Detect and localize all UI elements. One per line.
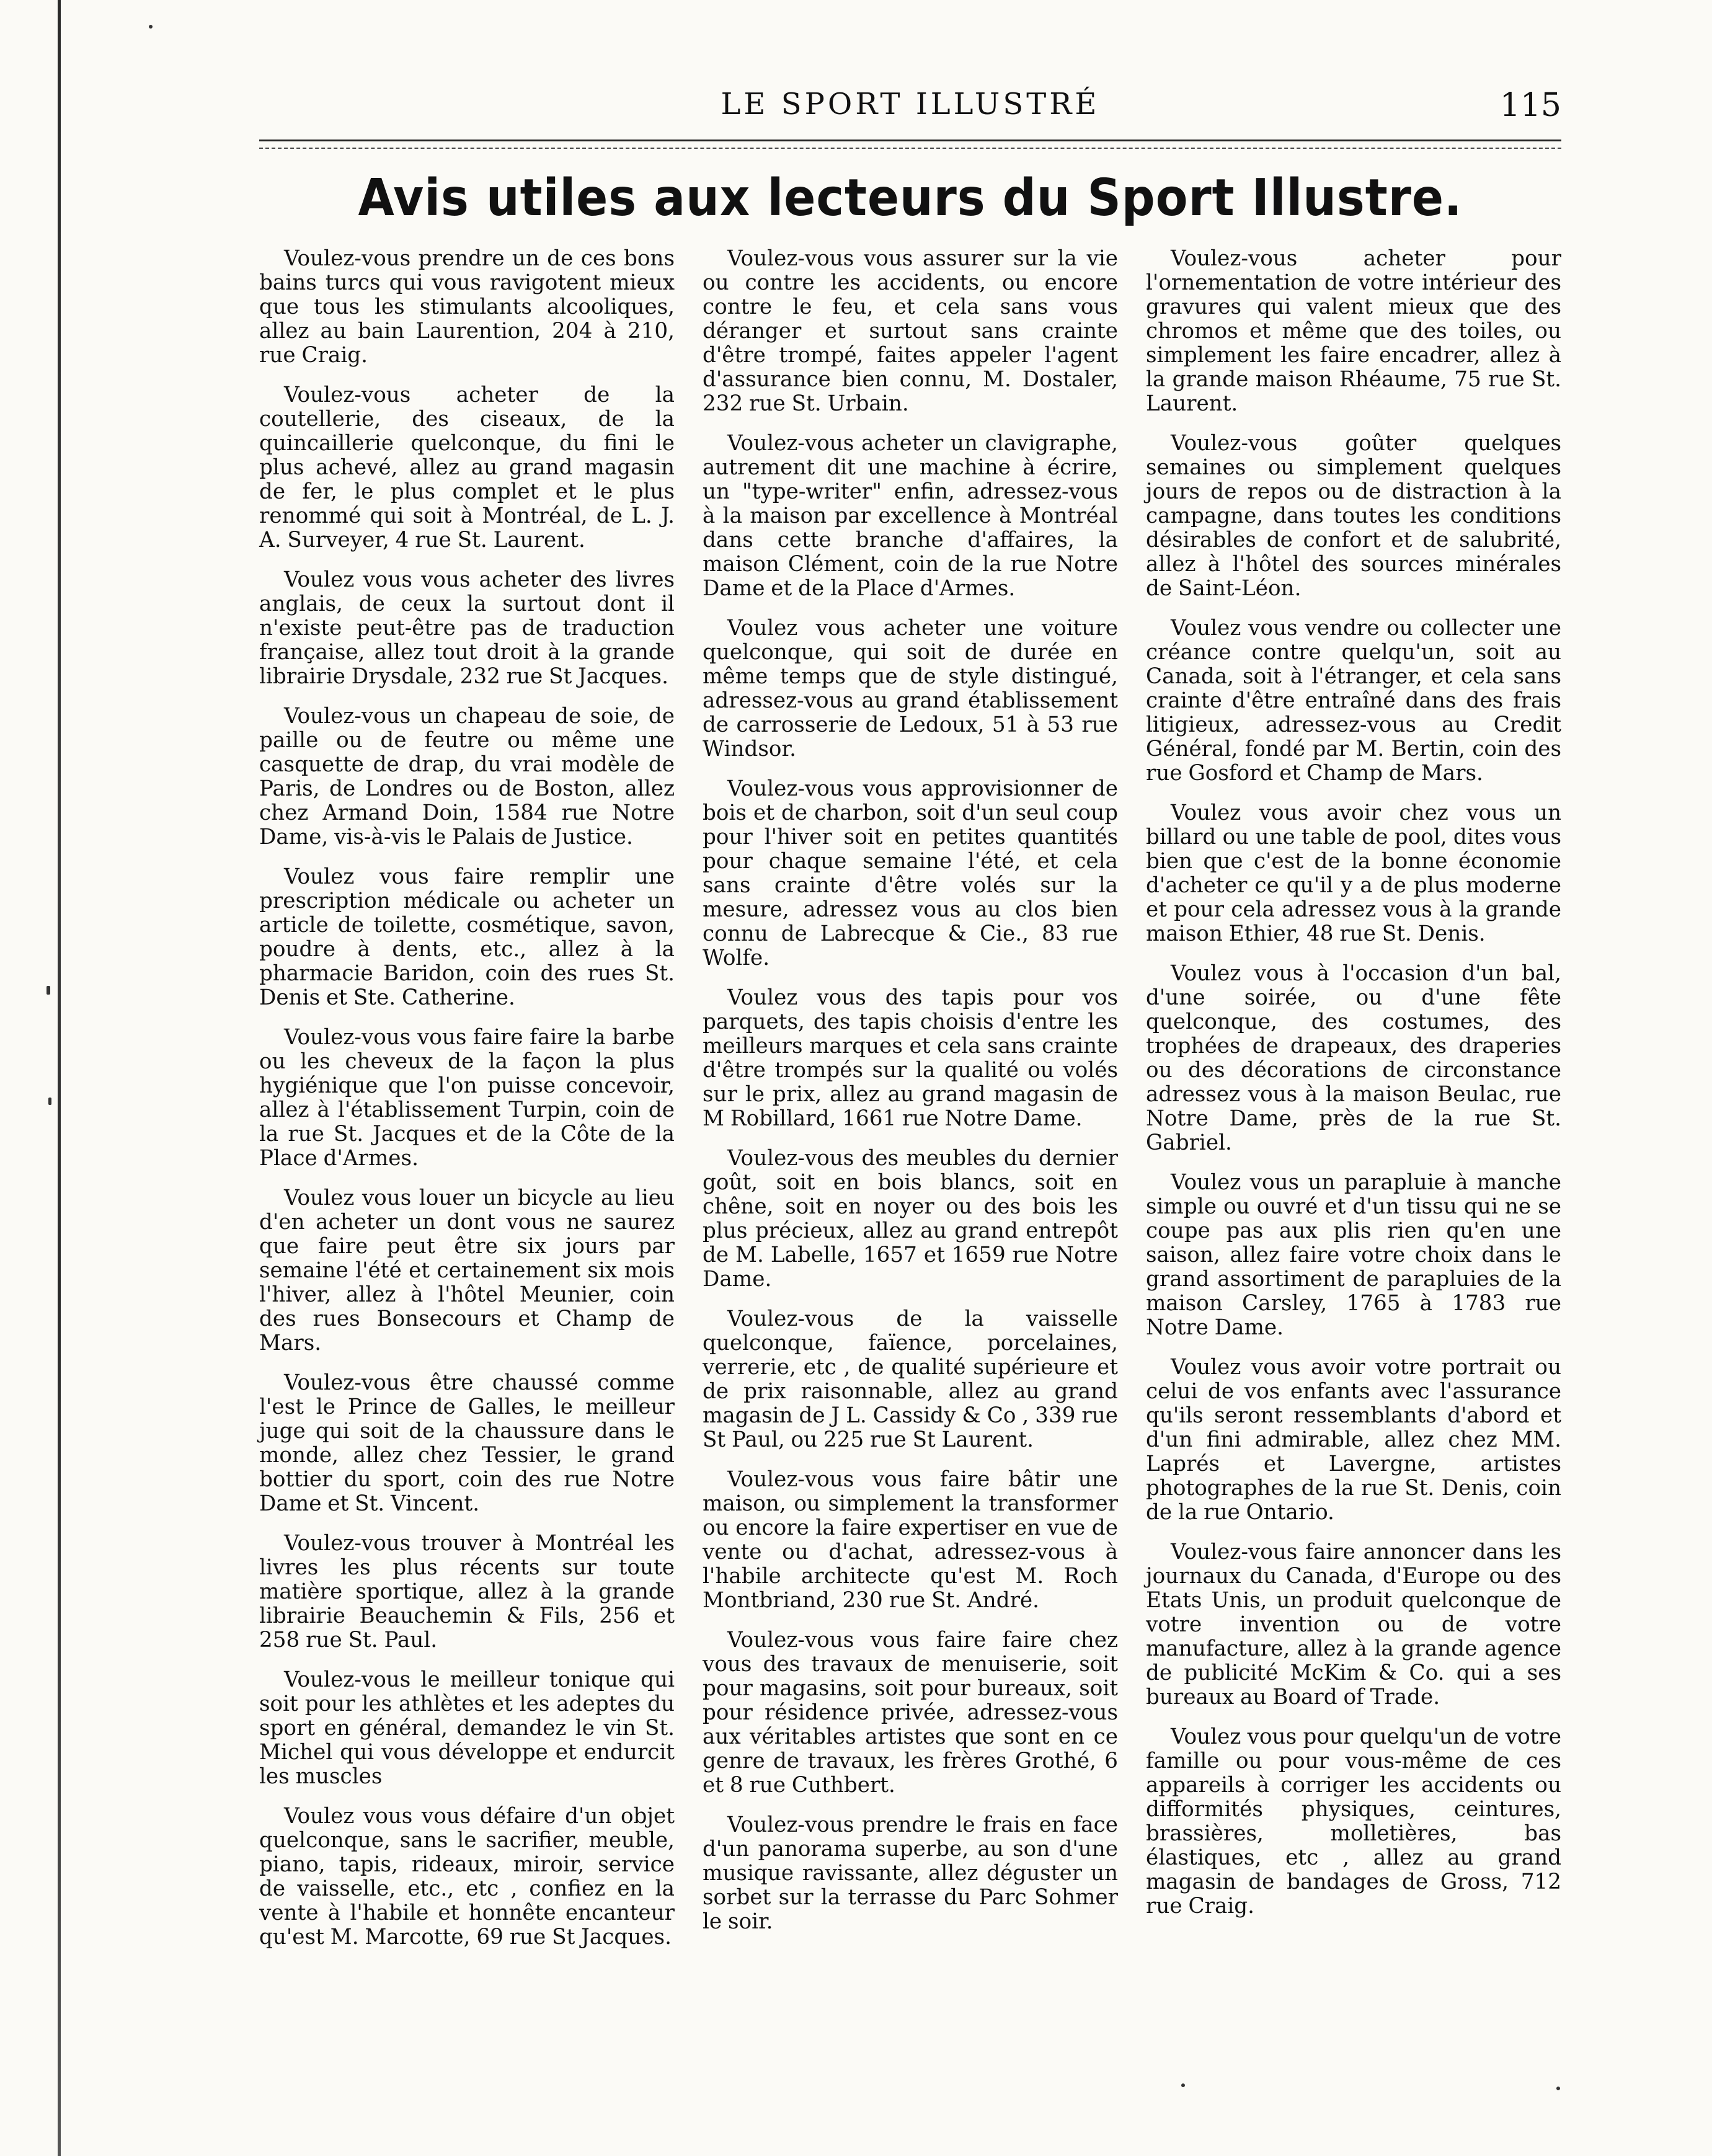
magazine-title: LE SPORT ILLUSTRÉ [721, 87, 1100, 122]
notice-paragraph: Voulez-vous le meilleur tonique qui soit pour les athlètes et les adeptes du sport en général, demandez le vin St. Michel qui vous développe et endurcit les muscles [259, 1667, 675, 1789]
notice-paragraph: Voulez vous acheter une voiture quelconque, qui soit de durée en même temps que de style distingué, adressez-vous au grand établissement de carrosserie de Ledoux, 51 à 53 rue Windsor. [703, 616, 1118, 761]
page-number: 115 [1499, 87, 1561, 124]
notice-paragraph: Voulez-vous acheter de la coutellerie, des ciseaux, de la quincaillerie quelconque, du fini le plus achevé, allez au grand magasin de fer, le plus complet et le plus renommé qui soit à Montréal, de L. J. A. Surveyer, 4 rue St. Laurent. [259, 383, 675, 552]
notice-paragraph: Voulez-vous un chapeau de soie, de paille ou de feutre ou même une casquette de drap, du vrai modèle de Paris, de Londres ou de Boston, allez chez Armand Doin, 1584 rue Notre Dame, vis-à-vis le Palais de Justice. [259, 704, 675, 850]
notice-paragraph: Voulez-vous vous faire faire chez vous des travaux de menuiserie, soit pour magasins, soit pour bureaux, soit pour résidence privée, adressez-vous aux véritables artistes que sont en ce genre de travaux, les frères Grothé, 6 et 8 rue Cuthbert. [703, 1628, 1118, 1798]
notice-paragraph: Voulez vous avoir votre portrait ou celui de vos enfants avec l'assurance qu'ils seront ressemblants d'abord et d'un fini admirable, allez chez MM. Laprés et Lavergne, artistes photographes de la rue St. Denis, coin de la rue Ontario. [1146, 1355, 1561, 1525]
article-headline: Avis utiles aux lecteurs du Sport Illustre. [358, 169, 1463, 228]
notice-paragraph: Voulez-vous vous faire bâtir une maison, ou simplement la transformer ou encore la faire expertiser en vue de vente ou d'achat, adressez-vous à l'habile architecte qu'est M. Roch Montbriand, 230 rue St. André. [703, 1467, 1118, 1613]
column-1 [259, 247, 675, 2033]
scan-speck [47, 986, 50, 995]
notice-paragraph: Voulez-vous de la vaisselle quelconque, faïence, porcelaines, verrerie, etc , de qualité supérieure et de prix raisonnable, allez au grand magasin de J L. Cassidy & Co , 339 rue St Paul, ou 225 rue St Laurent. [703, 1306, 1118, 1452]
notice-paragraph: Voulez-vous faire annoncer dans les journaux du Canada, d'Europe ou des Etats Unis, un produit quelconque de votre invention ou de votre manufacture, allez à la grande agence de publicité McKim & Co. qui a ses bureaux au Board of Trade. [1146, 1540, 1561, 1710]
running-head [259, 87, 1561, 136]
notice-paragraph: Voulez vous faire remplir une prescription médicale ou acheter un article de toilette, cosmétique, savon, poudre à dents, etc., allez à la pharmacie Baridon, coin des rues St. Denis et Ste. Catherine. [259, 864, 675, 1010]
notice-paragraph: Voulez vous avoir chez vous un billard ou une table de pool, dites vous bien que c'est de la bonne économie d'acheter ce qu'il y a de plus moderne et pour cela adressez vous à la grande maison Ethier, 48 rue St. Denis. [1146, 801, 1561, 946]
notice-paragraph: Voulez-vous acheter un clavigraphe, autrement dit une machine à écrire, un "type-writer" enfin, adressez-vous à la maison par excellence à Montréal dans cette branche d'affaires, la maison Clément, coin de la rue Notre Dame et de la Place d'Armes. [703, 431, 1118, 601]
header-rule [259, 140, 1561, 149]
notice-paragraph: Voulez-vous des meubles du dernier goût, soit en bois blancs, soit en chêne, soit en noyer ou des bois les plus précieux, allez au grand entrepôt de M. Labelle, 1657 et 1659 rue Notre Dame. [703, 1146, 1118, 1292]
column-3 [1146, 247, 1561, 2033]
scan-speck [1181, 2083, 1185, 2087]
notice-paragraph: Voulez-vous vous assurer sur la vie ou contre les accidents, ou encore contre le feu, et cela sans vous déranger et surtout sans crainte d'être trompé, faites appeler l'agent d'assurance bien connu, M. Dostaler, 232 rue St. Urbain. [703, 246, 1118, 416]
notice-paragraph: Voulez vous des tapis pour vos parquets, des tapis choisis d'entre les meilleurs marques et cela sans crainte d'être trompés sur la qualité ou volés sur le prix, allez au grand magasin de M Robillard, 1661 rue Notre Dame. [703, 985, 1118, 1131]
notice-paragraph: Voulez vous vendre ou collecter une créance contre quelqu'un, soit au Canada, soit à l'étranger, et cela sans crainte d'être entraîné dans des frais litigieux, adressez-vous au Credit Général, fondé par M. Bertin, coin des rue Gosford et Champ de Mars. [1146, 616, 1561, 786]
notice-paragraph: Voulez vous à l'occasion d'un bal, d'une soirée, ou d'une fête quelconque, des costumes, des trophées de drapeaux, des draperies ou des décorations de circonstance adressez vous à la maison Beulac, rue Notre Dame, près de la rue St. Gabriel. [1146, 961, 1561, 1155]
notice-paragraph: Voulez-vous trouver à Montréal les livres les plus récents sur toute matière sportique, allez à la grande librairie Beauchemin & Fils, 256 et 258 rue St. Paul. [259, 1531, 675, 1652]
notice-paragraph: Voulez-vous goûter quelques semaines ou simplement quelques jours de repos ou de distraction à la campagne, dans toutes les conditions désirables de confort et de salubrité, allez à l'hôtel des sources minérales de Saint-Léon. [1146, 431, 1561, 601]
notice-paragraph: Voulez-vous vous faire faire la barbe ou les cheveux de la façon la plus hygiénique que l'on puisse concevoir, allez à l'établissement Turpin, coin de la rue St. Jacques et de la Côte de la Place d'Armes. [259, 1025, 675, 1171]
scan-speck [149, 25, 153, 29]
notice-paragraph: Voulez vous louer un bicycle au lieu d'en acheter un dont vous ne saurez que faire peut être six jours par semaine l'été et certainement six mois l'hiver, allez à l'hôtel Meunier, coin des rues Bonsecours et Champ de Mars. [259, 1186, 675, 1355]
column-2 [703, 247, 1118, 2033]
notice-paragraph: Voulez-vous acheter pour l'ornementation de votre intérieur des gravures qui valent mieux que des chromos et même que des toiles, ou simplement les faire encadrer, allez à la grande maison Rhéaume, 75 rue St. Laurent. [1146, 246, 1561, 416]
scan-speck [1556, 2087, 1560, 2090]
notice-paragraph: Voulez-vous être chaussé comme l'est le Prince de Galles, le meilleur juge qui soit de la chaussure dans le monde, allez chez Tessier, le grand bottier du sport, coin des rue Notre Dame et St. Vincent. [259, 1370, 675, 1516]
notice-paragraph: Voulez-vous prendre un de ces bons bains turcs qui vous ravigotent mieux que tous les stimulants alcooliques, allez au bain Laurention, 204 à 210, rue Craig. [259, 246, 675, 368]
notice-paragraph: Voulez-vous vous approvisionner de bois et de charbon, soit d'un seul coup pour l'hiver soit en petites quantités pour chaque semaine l'été, et cela sans crainte d'être volés sur la mesure, adressez vous au clos bien connu de Labrecque & Cie., 83 rue Wolfe. [703, 776, 1118, 970]
notice-paragraph: Voulez vous pour quelqu'un de votre famille ou pour vous-même de ces appareils à corriger les accidents ou difformités physiques, ceintures, brassières, molletières, bas élastiques, etc , allez au grand magasin de bandages de Gross, 712 rue Craig. [1146, 1724, 1561, 1919]
page-binding-edge [58, 0, 61, 2156]
notice-paragraph: Voulez vous vous acheter des livres anglais, de ceux la surtout dont il n'existe peut-être pas de traduction française, allez tout droit à la grande librairie Drysdale, 232 rue St Jacques. [259, 567, 675, 689]
article-body [259, 247, 1561, 2033]
notice-paragraph: Voulez-vous prendre le frais en face d'un panorama superbe, au son d'une musique ravissante, allez déguster un sorbet sur la terrasse du Parc Sohmer le soir. [703, 1812, 1118, 1934]
scan-speck [48, 1098, 51, 1105]
notice-paragraph: Voulez vous vous défaire d'un objet quelconque, sans le sacrifier, meuble, piano, tapis, rideaux, miroir, service de vaisselle, etc., etc , confiez en la vente à l'habile et honnête encanteur qu'est M. Marcotte, 69 rue St Jacques. [259, 1804, 675, 1950]
notice-paragraph: Voulez vous un parapluie à manche simple ou ouvré et d'un tissu qui ne se coupe pas aux plis rien qu'en une saison, allez faire votre choix dans le grand assortiment de parapluies de la maison Carsley, 1765 à 1783 rue Notre Dame. [1146, 1170, 1561, 1340]
